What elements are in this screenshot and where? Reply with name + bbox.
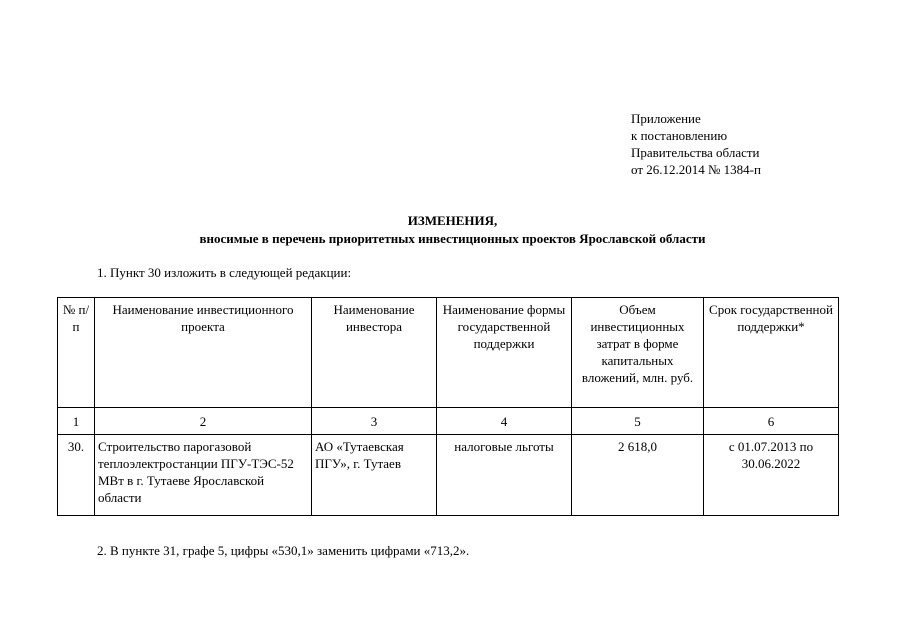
header-number: № п/п xyxy=(58,298,95,408)
header-period: Срок государственной поддержки* xyxy=(704,298,839,408)
appendix-line-3: Правительства области xyxy=(631,145,760,160)
cell-support-form: налоговые льготы xyxy=(437,435,572,516)
cell-period: с 01.07.2013 по 30.06.2022 xyxy=(704,435,839,516)
column-number: 3 xyxy=(312,408,437,435)
column-number-row xyxy=(58,408,839,435)
document-title: ИЗМЕНЕНИЯ, xyxy=(407,213,498,228)
cell-volume: 2 618,0 xyxy=(572,435,704,516)
projects-table xyxy=(57,297,839,516)
appendix-header xyxy=(631,110,761,178)
column-number: 6 xyxy=(704,408,839,435)
column-number: 2 xyxy=(95,408,312,435)
column-number: 4 xyxy=(437,408,572,435)
document-subtitle: вносимые в перечень приоритетных инвестиционных проектов Ярославской области xyxy=(199,231,706,246)
appendix-line-1: Приложение xyxy=(631,111,701,126)
table-row xyxy=(58,435,839,516)
paragraph-2: 2. В пункте 31, графе 5, цифры «530,1» заменить цифрами «713,2». xyxy=(97,543,470,558)
cell-number: 30. xyxy=(58,435,95,516)
paragraph-1: 1. Пункт 30 изложить в следующей редакции: xyxy=(97,265,352,280)
column-number: 1 xyxy=(58,408,95,435)
header-support-form: Наименование формы государственной поддержки xyxy=(437,298,572,408)
cell-project: Строительство парогазовой теплоэлектростанции ПГУ-ТЭС-52 МВт в г. Тутаеве Ярославской области xyxy=(95,435,312,516)
table-header-row xyxy=(58,298,839,408)
appendix-line-4: от 26.12.2014 № 1384-п xyxy=(631,162,761,177)
cell-investor: АО «Тутаевская ПГУ», г. Тутаев xyxy=(312,435,437,516)
header-volume: Объем инвестиционных затрат в форме капитальных вложений, млн. руб. xyxy=(572,298,704,408)
appendix-line-2: к постановлению xyxy=(631,128,728,143)
header-project: Наименование инвестиционного проекта xyxy=(95,298,312,408)
header-investor: Наименование инвестора xyxy=(312,298,437,408)
column-number: 5 xyxy=(572,408,704,435)
